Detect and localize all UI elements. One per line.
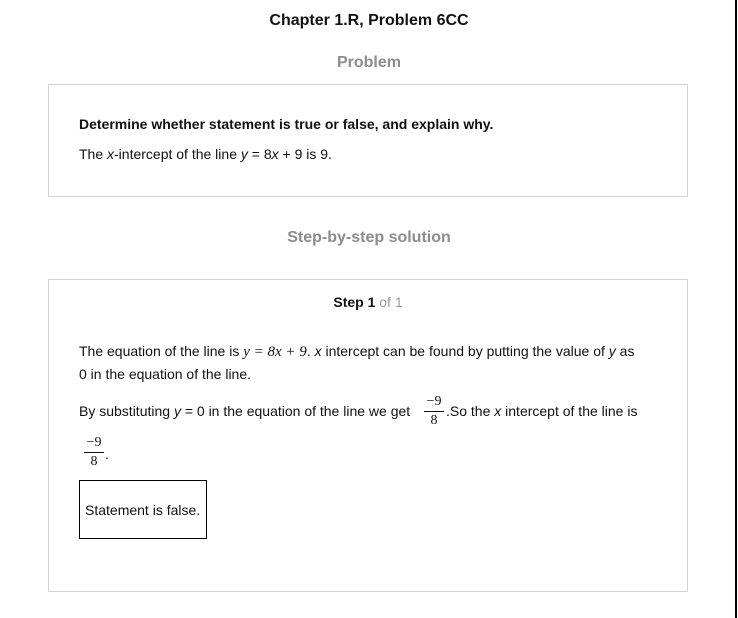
- equation: y = 8x + 9: [243, 344, 307, 360]
- solution-line-3a: By substituting y = 0 in the equation of the line we get: [79, 403, 411, 419]
- step-label: Step 1: [333, 294, 376, 310]
- problem-instruction: Determine whether statement is true or false, and explain why.: [79, 116, 494, 132]
- solution-line-4-end: .: [105, 446, 109, 462]
- problem-heading: Problem: [336, 54, 401, 71]
- fraction-result: −9 8: [424, 394, 444, 429]
- problem-statement: The x-intercept of the line y = 8x + 9 is 9.: [79, 146, 332, 162]
- fraction-intercept: −9 8: [84, 435, 104, 470]
- page-right-border: [735, 0, 737, 618]
- solution-line-2: 0 in the equation of the line.: [79, 366, 252, 382]
- step-total: of 1: [375, 294, 403, 310]
- solution-line-1: The equation of the line is y = 8x + 9. x intercept can be found by putting the value of y as: [79, 343, 635, 360]
- page-title: Chapter 1.R, Problem 6CC: [269, 12, 469, 29]
- solution-line-3b: .So the x intercept of the line is: [446, 403, 638, 419]
- solution-card: [48, 279, 688, 592]
- solution-heading: Step-by-step solution: [287, 229, 451, 246]
- problem-card: [48, 84, 688, 197]
- answer-text: Statement is false.: [85, 502, 201, 518]
- answer-box: [79, 480, 207, 539]
- step-indicator: [49, 294, 687, 310]
